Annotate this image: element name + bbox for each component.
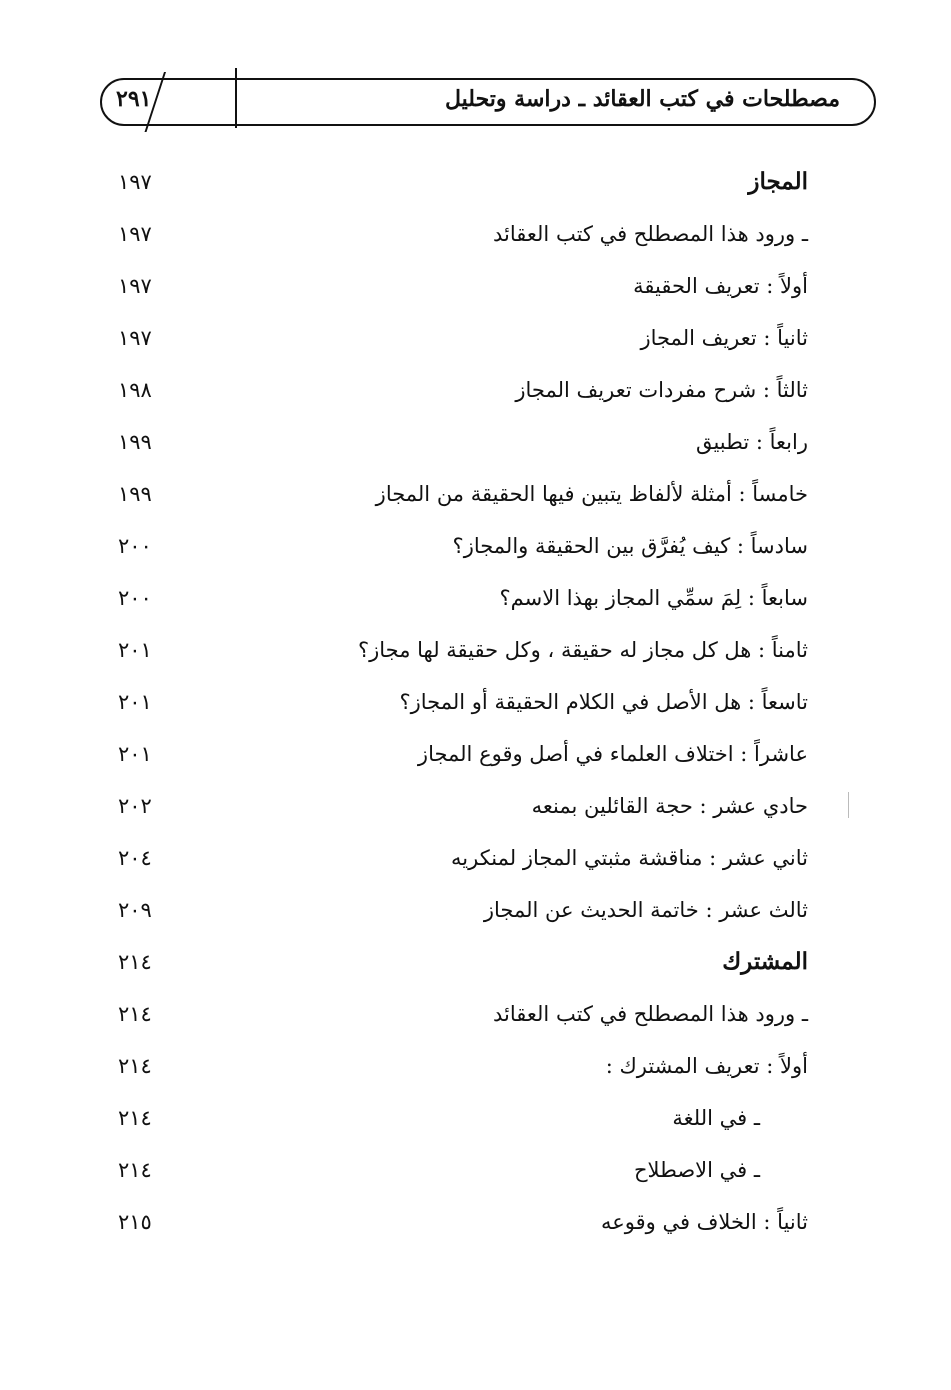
toc-entry: ـ ورود هذا المصطلح في كتب العقائد	[493, 222, 808, 246]
toc-page: ١٩٧	[118, 326, 152, 350]
toc-row	[0, 734, 951, 774]
toc-row	[0, 1202, 951, 1242]
toc-page: ٢١٥	[118, 1210, 152, 1234]
toc-entry: ـ في الاصطلاح	[634, 1158, 760, 1182]
toc-row	[0, 422, 951, 462]
toc-page: ٢٠٩	[118, 898, 152, 922]
toc-row	[0, 994, 951, 1034]
toc-row	[0, 786, 951, 826]
toc-entry: أولاً : تعريف الحقيقة	[633, 274, 808, 298]
toc-page: ١٩٧	[118, 274, 152, 298]
toc-page: ٢١٤	[118, 1158, 152, 1182]
toc-entry: حادي عشر : حجة القائلين بمنعه	[531, 794, 808, 818]
toc-row	[0, 526, 951, 566]
toc-page: ٢٠٠	[118, 586, 152, 610]
toc-row	[0, 838, 951, 878]
toc-page: ٢٠١	[118, 638, 152, 662]
toc-entry: ثاني عشر : مناقشة مثبتي المجاز لمنكريه	[451, 846, 808, 870]
toc-page: ٢٠٢	[118, 794, 152, 818]
toc-row	[0, 942, 951, 982]
margin-mark	[848, 792, 849, 818]
toc-page: ٢١٤	[118, 1002, 152, 1026]
toc-row	[0, 474, 951, 514]
toc-entry: ـ ورود هذا المصطلح في كتب العقائد	[493, 1002, 808, 1026]
toc-row	[0, 1098, 951, 1138]
toc-entry: عاشراً : اختلاف العلماء في أصل وقوع المجاز	[417, 742, 808, 766]
toc-entry: ثانياً : تعريف المجاز	[640, 326, 808, 350]
toc-row	[0, 1046, 951, 1086]
toc-row	[0, 214, 951, 254]
toc-entry: تاسعاً : هل الأصل في الكلام الحقيقة أو المجاز؟	[399, 690, 808, 714]
toc-page: ١٩٧	[118, 222, 152, 246]
toc-row	[0, 890, 951, 930]
toc-row	[0, 370, 951, 410]
page-number: ٢٩١	[116, 86, 152, 112]
toc-entry: ـ في اللغة	[672, 1106, 760, 1130]
toc-page: ٢٠٤	[118, 846, 152, 870]
toc-heading: المشترك	[722, 948, 808, 975]
toc-row	[0, 162, 951, 202]
toc-entry: سابعاً : لِمَ سمِّي المجاز بهذا الاسم؟	[499, 586, 808, 610]
toc-entry: سادساً : كيف يُفرَّق بين الحقيقة والمجاز؟	[452, 534, 808, 558]
toc-page: ٢١٤	[118, 950, 152, 974]
toc-page: ١٩٧	[118, 170, 152, 194]
toc-row	[0, 266, 951, 306]
toc-entry: ثامناً : هل كل مجاز له حقيقة ، وكل حقيقة لها مجاز؟	[357, 638, 808, 662]
toc-page: ٢١٤	[118, 1054, 152, 1078]
toc-page: ٢١٤	[118, 1106, 152, 1130]
toc-page: ١٩٩	[118, 430, 152, 454]
toc-entry: ثالث عشر : خاتمة الحديث عن المجاز	[483, 898, 808, 922]
toc-entry: أولاً : تعريف المشترك :	[605, 1054, 808, 1078]
toc-page: ١٩٨	[118, 378, 152, 402]
toc-row	[0, 578, 951, 618]
book-title: مصطلحات في كتب العقائد ـ دراسة وتحليل	[444, 86, 840, 112]
toc-row	[0, 318, 951, 358]
toc-entry: ثانياً : الخلاف في وقوعه	[600, 1210, 808, 1234]
toc-page: ٢٠١	[118, 742, 152, 766]
toc-row	[0, 682, 951, 722]
toc-row	[0, 630, 951, 670]
toc-entry: رابعاً : تطبيق	[695, 430, 808, 454]
toc-page: ٢٠١	[118, 690, 152, 714]
toc-entry: خامساً : أمثلة لألفاظ يتبين فيها الحقيقة من المجاز	[375, 482, 808, 506]
toc-entry: ثالثاً : شرح مفردات تعريف المجاز	[515, 378, 808, 402]
toc-row	[0, 1150, 951, 1190]
toc-page: ١٩٩	[118, 482, 152, 506]
toc-page: ٢٠٠	[118, 534, 152, 558]
toc-heading: المجاز	[748, 168, 808, 195]
